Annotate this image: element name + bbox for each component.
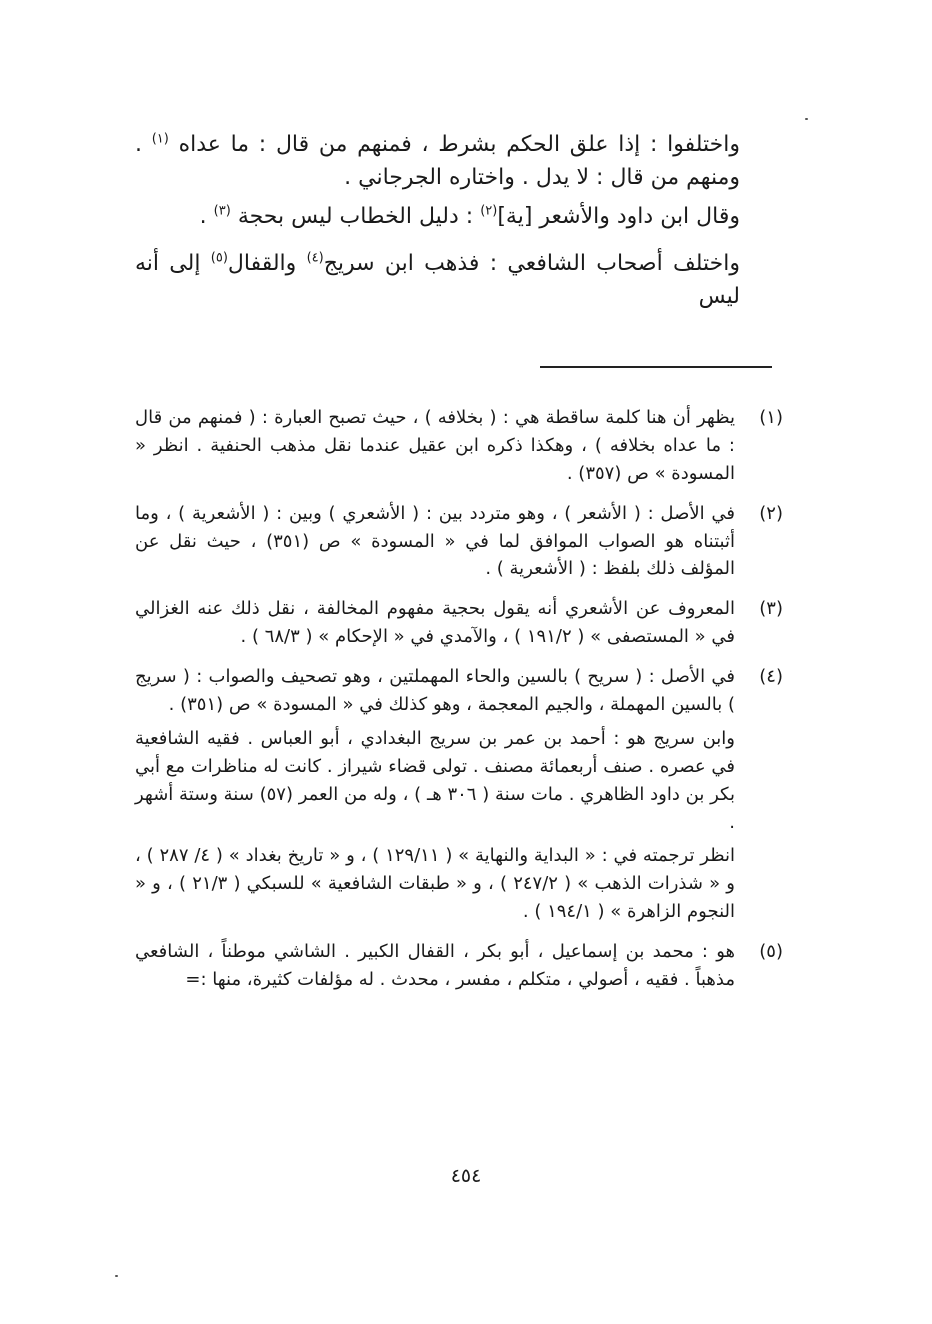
footnote-number: (١) — [759, 407, 783, 428]
paragraph-1-tail: . ومنهم من قال : لا يدل . واختاره الجرجاني . — [135, 132, 740, 190]
footnote-body — [135, 595, 735, 657]
footnote-ref-5[interactable]: (٥) — [210, 250, 228, 266]
paragraph-1 — [135, 128, 740, 194]
main-text — [135, 128, 740, 327]
footnote-body — [135, 404, 735, 494]
scan-speck — [115, 1275, 118, 1277]
footnote-paragraph: هو : محمد بن إسماعيل ، أبو بكر ، القفال الكبير . الشاشي موطناً ، الشافعي مذهباً . فقيه ، أصولي ، متكلم ، مفسر ، محدث . له مؤلفات كثيرة، منها := — [135, 941, 735, 991]
footnote-3 — [135, 595, 783, 657]
paragraph-3-text-a: واختلف أصحاب الشافعي : فذهب ابن سريج — [323, 251, 740, 276]
footnote-body — [135, 938, 735, 1000]
footnote-ref-4[interactable]: (٤) — [306, 250, 324, 266]
page-number: ٤٥٤ — [450, 1165, 482, 1187]
footnote-body — [135, 500, 735, 590]
paragraph-2 — [135, 200, 740, 233]
footnote-2 — [135, 500, 783, 590]
footnote-ref-2[interactable]: (٢) — [480, 203, 498, 219]
paragraph-1-text: واختلفوا : إذا علق الحكم بشرط ، فمنهم من قال : ما عداه — [178, 132, 740, 157]
footnote-separator — [540, 366, 772, 368]
footnotes — [135, 404, 783, 1006]
paragraph-3-text-b: والقفال — [227, 251, 307, 276]
footnote-number: (٢) — [759, 502, 783, 524]
paragraph-2-text-b: : دليل الخطاب ليس بحجة — [237, 204, 481, 229]
paragraph-3-tail: إلى أنه ليس — [135, 251, 740, 309]
paragraph-2-tail: . — [199, 204, 214, 229]
footnote-number: (٣) — [759, 598, 783, 620]
footnote-1 — [135, 404, 783, 494]
footnote-paragraph: انظر ترجمته في : « البداية والنهاية » ( ١٢٩/١١ ) ، و « تاريخ بغداد » ( ٤/ ٢٨٧ ) ، و « شذرات الذهب » ( ٢٤٧/٢ ) ، و « طبقات الشافعية » للسبكي ( ٢١/٣ ) ، و « النجوم الزاهرة » ( ١٩٤/١ ) . — [135, 845, 736, 923]
footnote-5 — [135, 938, 783, 1000]
paragraph-3 — [135, 247, 740, 313]
footnote-paragraph: في الأصل : ( سريح ) بالسين والحاء المهملتين ، وهو تصحيف والصواب : ( سريج ) بالسين المهملة ، والجيم المعجمة ، وهو كذلك في « المسودة » ص (٣٥١) . — [135, 666, 735, 716]
footnote-ref-1[interactable]: (١) — [151, 131, 169, 147]
footnote-ref-3[interactable]: (٣) — [213, 203, 231, 219]
footnote-paragraph: في الأصل : ( الأشعر ) ، وهو متردد بين : ( الأشعري ) وبين : ( الأشعرية ) ، وما أثبتناه هو الصواب الموافق لما في « المسودة » ص (٣٥١) ، حيث نقل عن المؤلف ذلك بلفظ : ( الأشعرية ) . — [135, 502, 735, 580]
footnote-number: (٤) — [759, 666, 783, 688]
footnote-number: (٥) — [759, 941, 783, 963]
scan-speck — [805, 118, 808, 120]
footnote-paragraph: المعروف عن الأشعري أنه يقول بحجية مفهوم المخالفة ، نقل ذلك عنه الغزالي في « المستصفى » ( ١٩١/٢ ) ، والآمدي في « الإحكام » ( ٦٨/٣ ) . — [135, 598, 735, 648]
paragraph-2-text-a: وقال ابن داود والأشعر [ية] — [497, 204, 740, 229]
footnote-paragraph: يظهر أن هنا كلمة ساقطة هي : ( بخلافه ) ، حيث تصبح العبارة : ( فمنهم من قال : ما عداه بخلافه ) ، وهكذا ذكره ابن عقيل عندما نقل مذهب الحنفية . انظر « المسودة » ص (٣٥٧) . — [135, 407, 735, 484]
footnote-4 — [135, 663, 783, 932]
footnote-paragraph: وابن سريج هو : أحمد بن عمر بن سريج البغدادي ، أبو العباس . فقيه الشافعية في عصره . صنف أربعمائة مصنف . تولى قضاء شيراز . كانت له مناظرات مع أبي بكر بن داود الظاهري . مات سنة ( ٣٠٦ هـ ) ، وله من العمر (٥٧) سنة وستة أشهر . — [135, 727, 735, 833]
footnote-body — [135, 663, 735, 932]
